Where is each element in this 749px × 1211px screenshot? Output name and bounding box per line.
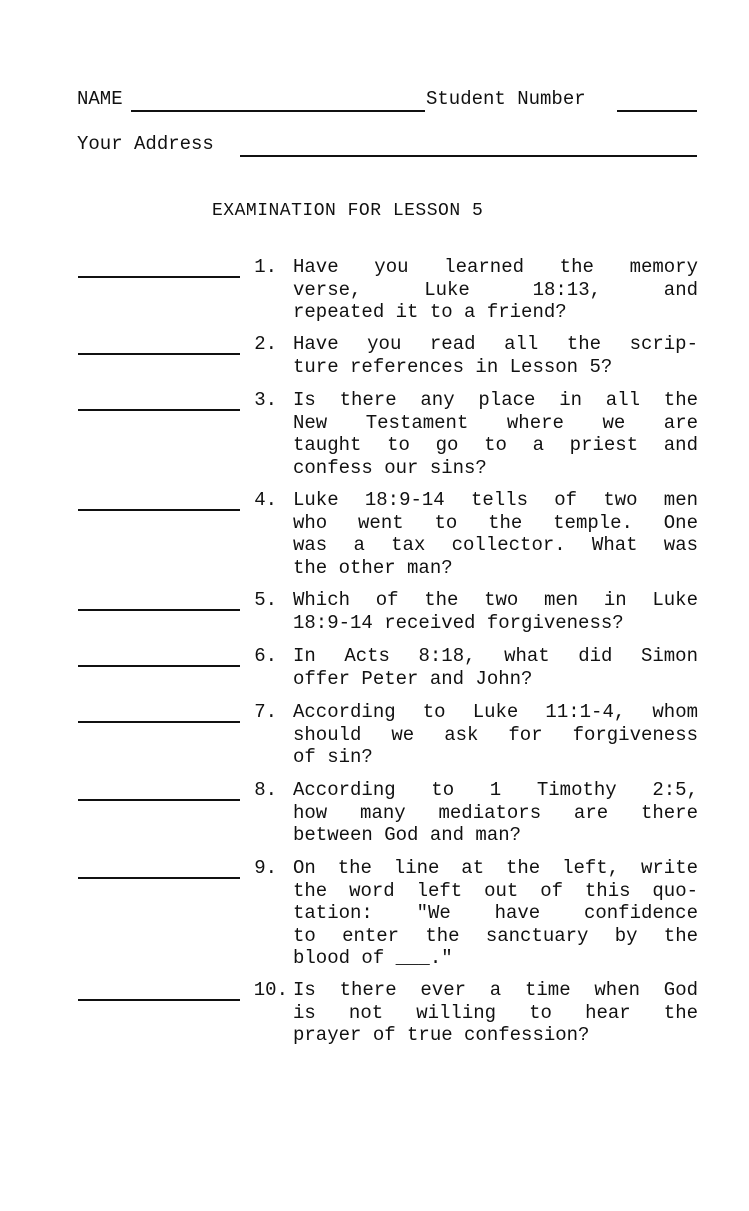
question-line: verse, Luke 18:13, and — [293, 278, 698, 301]
question-number: 9. — [254, 857, 277, 879]
answer-blank[interactable] — [78, 999, 240, 1001]
question-text — [293, 779, 698, 847]
question-number: 10. — [253, 979, 288, 1001]
question-text — [293, 489, 698, 579]
question-line: how many mediators are there — [293, 801, 698, 824]
answer-blank[interactable] — [78, 609, 240, 611]
question-text — [293, 256, 698, 324]
address-line[interactable] — [240, 155, 697, 157]
student-number-label: Student Number — [426, 88, 586, 110]
question-text — [293, 979, 698, 1047]
question-line: prayer of true confession? — [293, 1024, 590, 1046]
question-text — [293, 389, 698, 479]
question-line: taught to go to a priest and — [293, 434, 698, 456]
question-line: Luke 18:9-14 tells of two men — [293, 489, 698, 511]
address-label: Your Address — [77, 133, 214, 155]
question-line: was a tax collector. What was — [293, 534, 698, 556]
question-line: between God and man? — [293, 824, 522, 846]
question-line: Which of the two men in Luke — [293, 589, 698, 611]
question-text — [293, 701, 698, 769]
question-number: 3. — [254, 389, 277, 411]
question-line: to enter the sanctuary by the — [293, 924, 698, 947]
question-line: of sin? — [293, 746, 373, 768]
answer-blank[interactable] — [78, 799, 240, 801]
question-line: 18:9-14 received forgiveness? — [293, 611, 624, 634]
answer-blank[interactable] — [78, 721, 240, 723]
question-line: the other man? — [293, 556, 453, 579]
question-number: 5. — [254, 589, 277, 611]
question-text — [293, 645, 698, 690]
answer-blank[interactable] — [78, 276, 240, 278]
question-line: On the line at the left, write — [293, 857, 698, 879]
question-line: According to 1 Timothy 2:5, — [293, 779, 698, 801]
question-text — [293, 333, 698, 378]
question-line: who went to the temple. One — [293, 511, 698, 534]
exam-title: EXAMINATION FOR LESSON 5 — [212, 201, 484, 221]
question-line: the word left out of this quo- — [293, 879, 698, 902]
question-line: blood of ___." — [293, 947, 453, 969]
question-text — [293, 857, 698, 970]
question-line: Have you read all the scrip- — [293, 333, 698, 355]
answer-blank[interactable] — [78, 353, 240, 355]
question-line: Is there any place in all the — [293, 389, 698, 411]
answer-blank[interactable] — [78, 409, 240, 411]
question-line: In Acts 8:18, what did Simon — [293, 645, 698, 667]
question-line: According to Luke 11:1-4, whom — [293, 701, 698, 723]
question-line: Have you learned the memory — [293, 256, 698, 278]
question-number: 2. — [254, 333, 277, 355]
answer-blank[interactable] — [78, 665, 240, 667]
question-number: 4. — [254, 489, 277, 511]
student-number-line[interactable] — [617, 110, 697, 112]
question-line: New Testament where we are — [293, 411, 698, 434]
name-line[interactable] — [131, 110, 425, 112]
question-line: Is there ever a time when God — [293, 979, 698, 1001]
question-line: confess our sins? — [293, 456, 487, 479]
question-line: repeated it to a friend? — [293, 301, 567, 323]
question-line: ture references in Lesson 5? — [293, 355, 613, 378]
name-label: NAME — [77, 88, 123, 110]
question-line: should we ask for forgiveness — [293, 723, 698, 746]
answer-blank[interactable] — [78, 509, 240, 511]
question-number: 1. — [254, 256, 277, 278]
answer-blank[interactable] — [78, 877, 240, 879]
question-number: 7. — [254, 701, 277, 723]
question-line: is not willing to hear the — [293, 1001, 698, 1024]
question-text — [293, 589, 698, 634]
question-number: 6. — [254, 645, 277, 667]
question-number: 8. — [254, 779, 277, 801]
question-line: tation: "We have confidence — [293, 902, 698, 924]
question-line: offer Peter and John? — [293, 667, 533, 690]
